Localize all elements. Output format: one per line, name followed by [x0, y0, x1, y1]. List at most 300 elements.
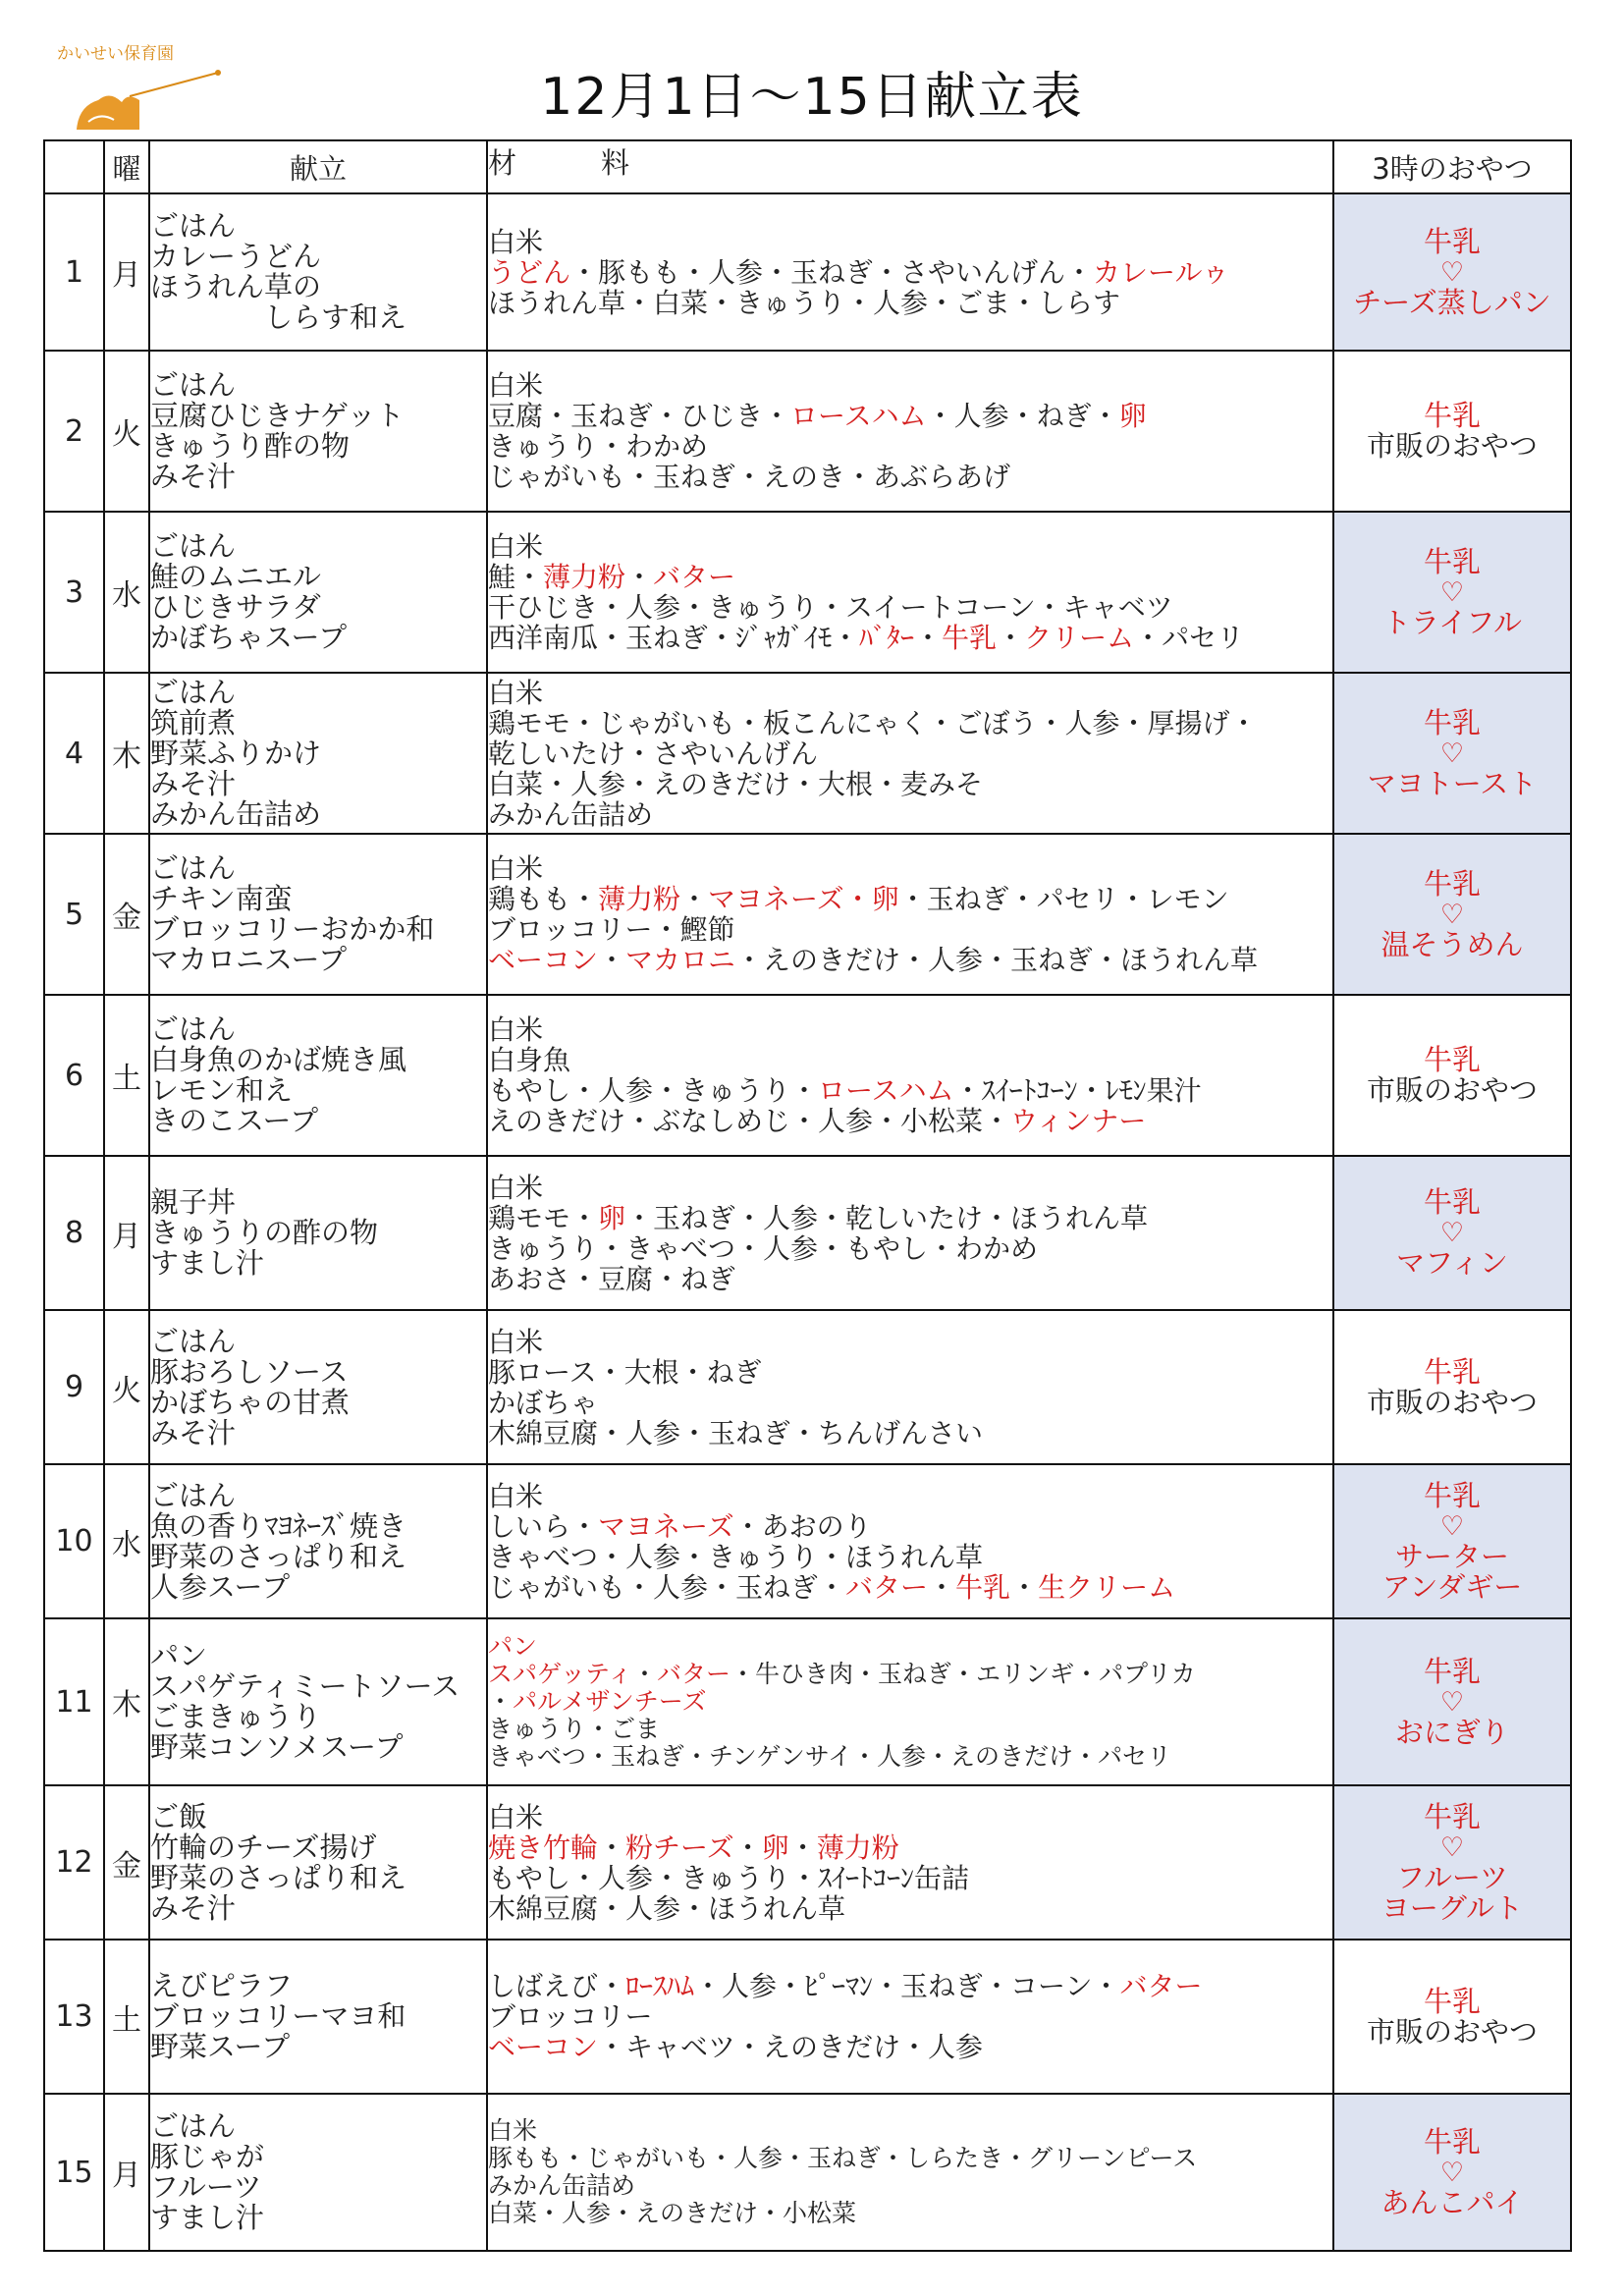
snack-cell — [1333, 1940, 1571, 2094]
dish-item: フルーツ — [150, 2170, 262, 2204]
dish-item: ごはん — [150, 2109, 237, 2143]
allergen-ingredient: バター — [845, 1570, 929, 1604]
dish-item: かぼちゃスープ — [150, 621, 348, 654]
snack-cell — [1333, 1785, 1571, 1940]
ingredient-text: 白米 — [488, 1013, 544, 1046]
ingredient-text: ブロッコリー・鰹節 — [488, 913, 735, 946]
materials-list — [487, 193, 1333, 351]
header-menu: 献立 — [149, 140, 487, 193]
allergen-ingredient: バター — [1119, 1970, 1203, 2002]
dish-item: 野菜コンソメスープ — [150, 1730, 404, 1764]
ingredient-text: 白米 — [488, 1171, 544, 1204]
ingredient-text: 白米 — [488, 1325, 544, 1358]
allergen-ingredient: 卵 — [1118, 400, 1147, 432]
snack-item: 牛乳 — [1423, 544, 1481, 578]
day-of-week: 金 — [104, 834, 149, 995]
dish-item: みそ汁 — [150, 1890, 237, 1925]
allergen-ingredient: ﾛｰｽﾊﾑ — [625, 1970, 695, 2002]
dish-item: みそ汁 — [150, 1415, 237, 1449]
ingredient-text: きゅうり・ごま — [488, 1715, 661, 1743]
materials-line — [488, 708, 1332, 738]
snack-item: 牛乳 — [1423, 1984, 1481, 2018]
heart-icon: ♡ — [1439, 899, 1465, 930]
materials-line — [488, 2117, 1332, 2145]
ingredient-text: みかん缶詰め — [488, 797, 654, 831]
dish-list — [149, 193, 487, 351]
dish-item: スパゲティミートソース — [150, 1669, 460, 1703]
materials-line — [488, 1264, 1332, 1294]
materials-line — [488, 1688, 1332, 1716]
day-number: 1 — [44, 193, 104, 351]
materials-line — [488, 1357, 1332, 1388]
dish-item: ごまきゅうり — [150, 1700, 322, 1733]
ingredient-text: 鶏モモ・じゃがいも・板こんにゃく・ごぼう・人参・厚揚げ・ — [488, 706, 1258, 739]
snack-cell — [1333, 2094, 1571, 2251]
materials-line — [488, 1203, 1332, 1233]
day-of-week: 水 — [104, 512, 149, 673]
allergen-ingredient: 薄力粉 — [543, 561, 626, 593]
materials-line — [488, 462, 1332, 492]
materials-line — [488, 1802, 1332, 1832]
dish-list — [149, 1785, 487, 1940]
dish-item: ご飯 — [150, 1799, 208, 1833]
materials-line — [488, 401, 1332, 431]
materials-line — [488, 1542, 1332, 1572]
ingredient-text: 木綿豆腐・人参・玉ねぎ・ちんげんさい — [488, 1416, 984, 1449]
day-of-week: 火 — [104, 351, 149, 512]
dish-list — [149, 2094, 487, 2251]
dish-item: 野菜ふりかけ — [150, 736, 322, 770]
materials-line — [488, 1971, 1332, 2001]
snack-item: 市販のおやつ — [1366, 1073, 1538, 1107]
day-number: 9 — [44, 1310, 104, 1464]
allergen-ingredient: マヨネーズ — [598, 1509, 734, 1543]
dish-item: きのこスープ — [150, 1104, 319, 1137]
dish-item: みそ汁 — [150, 460, 237, 493]
ingredient-text: ・ｽｲｰﾄｺｰﾝ・ﾚﾓﾝ果汁 — [953, 1074, 1202, 1107]
ingredient-text: ・ — [625, 561, 654, 593]
dish-item: マカロニスープ — [150, 943, 348, 976]
ingredient-text: ・ — [788, 1831, 817, 1864]
day-of-week: 金 — [104, 1785, 149, 1940]
materials-line — [488, 531, 1332, 562]
allergen-ingredient: 生クリーム — [1038, 1570, 1176, 1604]
allergen-ingredient: 卵 — [598, 1201, 626, 1234]
snack-item: 牛乳 — [1423, 2124, 1481, 2159]
menu-row — [44, 1785, 1571, 1940]
day-number: 11 — [44, 1618, 104, 1785]
heart-icon: ♡ — [1439, 256, 1465, 288]
allergen-ingredient: ベーコン — [488, 944, 599, 976]
materials-line — [488, 1661, 1332, 1688]
day-number: 5 — [44, 834, 104, 995]
dish-item: チキン南蛮 — [150, 882, 293, 915]
materials-line — [488, 738, 1332, 769]
materials-list — [487, 2094, 1333, 2251]
dish-item: 豚おろしソース — [150, 1354, 349, 1389]
ingredient-text: 鮭・ — [488, 561, 544, 593]
menu-body — [44, 193, 1571, 2251]
allergen-ingredient: 牛乳 — [942, 622, 998, 654]
header-day — [44, 140, 104, 193]
snack-item: 市販のおやつ — [1366, 1385, 1538, 1419]
dish-item: レモン和え — [150, 1073, 294, 1107]
snack-cell — [1333, 193, 1571, 351]
header-materials — [487, 140, 1333, 193]
menu-row — [44, 193, 1571, 351]
day-number: 12 — [44, 1785, 104, 1940]
ingredient-text: 乾しいたけ・さやいんげん — [488, 737, 819, 770]
dish-item: ごはん — [150, 1012, 237, 1046]
ingredient-text: ・キャベツ・えのきだけ・人参 — [598, 2031, 984, 2063]
snack-item: 市販のおやつ — [1366, 429, 1538, 463]
materials-line — [488, 1743, 1332, 1771]
header-row — [44, 140, 1571, 193]
ingredient-text: ほうれん草・白菜・きゅうり・人参・ごま・しらす — [488, 286, 1121, 319]
ingredient-text: ・玉ねぎ・パセリ・レモン — [898, 883, 1229, 915]
ingredient-text: ・ — [598, 1831, 626, 1864]
snack-item: 牛乳 — [1423, 1799, 1481, 1833]
dish-list — [149, 995, 487, 1156]
heart-icon: ♡ — [1439, 2157, 1465, 2188]
heart-icon: ♡ — [1439, 1510, 1465, 1542]
menu-row — [44, 2094, 1571, 2251]
menu-row — [44, 1464, 1571, 1618]
ingredient-text: じゃがいも・玉ねぎ・えのき・あぶらあげ — [488, 461, 1011, 493]
materials-line — [488, 1106, 1332, 1136]
day-number: 6 — [44, 995, 104, 1156]
materials-list — [487, 673, 1333, 834]
materials-line — [488, 2032, 1332, 2062]
allergen-ingredient: 卵 — [761, 1831, 789, 1864]
dish-item: 親子丼 — [150, 1185, 237, 1219]
menu-row — [44, 512, 1571, 673]
materials-line — [488, 1481, 1332, 1511]
allergen-ingredient: クリーム — [1024, 622, 1135, 654]
materials-line — [488, 623, 1332, 653]
logo-text: かいせい保育園 — [57, 44, 174, 64]
ingredient-text: 白米 — [488, 1800, 544, 1833]
dish-item: カレーうどん — [150, 240, 322, 273]
dish-list — [149, 1464, 487, 1618]
ingredient-text: かぼちゃ — [488, 1386, 599, 1419]
allergen-ingredient: 薄力粉 — [598, 883, 681, 915]
dish-item: 白身魚のかば焼き風 — [150, 1043, 407, 1076]
allergen-ingredient: カレールゥ — [1093, 255, 1229, 289]
snack-item: チーズ蒸しパン — [1353, 285, 1551, 319]
dish-list — [149, 351, 487, 512]
allergen-ingredient: スパゲッティ — [488, 1660, 633, 1688]
materials-line — [488, 769, 1332, 799]
dish-item: 人参スープ — [150, 1569, 291, 1604]
menu-row — [44, 673, 1571, 834]
dish-list — [149, 512, 487, 673]
snack-item: トライフル — [1381, 605, 1523, 639]
snack-cell — [1333, 512, 1571, 673]
dish-item: みかん缶詰め — [150, 796, 322, 831]
ingredient-text: しばえび・ — [488, 1970, 626, 2002]
snack-item: おにぎり — [1394, 1715, 1509, 1749]
ingredient-text: ・あおのり — [733, 1509, 872, 1543]
header-materials-1: 材 — [488, 146, 517, 180]
snack-item: 牛乳 — [1423, 1654, 1481, 1688]
ingredient-text: ブロッコリー — [488, 2000, 653, 2033]
ingredient-text: しいら・ — [488, 1509, 599, 1543]
snack-cell — [1333, 673, 1571, 834]
materials-list — [487, 834, 1333, 995]
header-snack: 3時のおやつ — [1333, 140, 1571, 193]
materials-line — [488, 1173, 1332, 1203]
dish-item: 筑前煮 — [150, 705, 237, 739]
ingredient-text: ・ — [598, 944, 626, 976]
menu-row — [44, 995, 1571, 1156]
materials-line — [488, 562, 1332, 592]
ingredient-text: ・ — [997, 622, 1025, 654]
ingredient-text: ・豚もも・人参・玉ねぎ・さやいんげん・ — [570, 255, 1094, 289]
snack-cell — [1333, 834, 1571, 995]
dish-item: きゅうりの酢の物 — [150, 1216, 379, 1249]
materials-line — [488, 1511, 1332, 1542]
heart-icon: ♡ — [1439, 1218, 1465, 1248]
dish-item: ごはん — [150, 368, 237, 402]
ingredient-text: もやし・人参・きゅうり・ｽｲｰﾄｺｰﾝ缶詰 — [488, 1861, 970, 1894]
ingredient-text: ・パセリ — [1134, 622, 1245, 654]
snack-item: 牛乳 — [1423, 1354, 1481, 1389]
dish-item: 鮭のムニエル — [150, 560, 322, 593]
ingredient-text: 豚ロース・大根・ねぎ — [488, 1355, 762, 1389]
snack-item: あんこパイ — [1380, 2185, 1524, 2219]
ingredient-text: 豆腐・玉ねぎ・ひじき・ — [488, 400, 791, 432]
menu-table — [43, 139, 1572, 2252]
dish-item: えびピラフ — [150, 1969, 294, 2002]
ingredient-text: ・ — [928, 1570, 956, 1604]
ingredient-text: 白米 — [488, 225, 544, 258]
materials-line — [488, 227, 1332, 257]
dish-item: ほうれん草の — [150, 270, 322, 303]
dish-list — [149, 834, 487, 995]
dish-item: 豚じゃが — [150, 2140, 265, 2173]
day-of-week: 月 — [104, 1156, 149, 1310]
dish-item: 魚の香りﾏﾖﾈｰｽﾞ焼き — [150, 1508, 407, 1543]
allergen-ingredient: 薄力粉 — [816, 1831, 899, 1864]
snack-cell — [1333, 1310, 1571, 1464]
dish-item: すまし汁 — [150, 1246, 265, 1280]
materials-line — [488, 1893, 1332, 1924]
ingredient-text: 白米 — [488, 676, 544, 709]
allergen-ingredient: ロースハム — [790, 400, 927, 432]
ingredient-text: ・牛ひき肉・玉ねぎ・エリンギ・パプリカ — [731, 1660, 1196, 1688]
dish-list — [149, 673, 487, 834]
dish-list — [149, 1310, 487, 1464]
ingredient-text: きゃべつ・人参・きゅうり・ほうれん草 — [488, 1540, 984, 1573]
ingredient-text: 白菜・人参・えのきだけ・大根・麦みそ — [488, 767, 984, 800]
ingredient-text: ・ — [1010, 1570, 1039, 1604]
snack-item: 牛乳 — [1423, 1185, 1481, 1219]
materials-list — [487, 995, 1333, 1156]
materials-list — [487, 512, 1333, 673]
materials-line — [488, 2145, 1332, 2172]
allergen-ingredient: ウィンナー — [1010, 1105, 1147, 1137]
materials-line — [488, 1832, 1332, 1863]
allergen-ingredient: 焼き竹輪 — [488, 1831, 599, 1864]
materials-line — [488, 678, 1332, 708]
ingredient-text: きゅうり・わかめ — [488, 430, 709, 463]
snack-item: 牛乳 — [1423, 1478, 1481, 1512]
day-number: 10 — [44, 1464, 104, 1618]
snack-item: 牛乳 — [1423, 1043, 1481, 1076]
allergen-ingredient: ベーコン — [488, 2031, 599, 2063]
allergen-ingredient: バター — [657, 1660, 731, 1688]
materials-line — [488, 288, 1332, 318]
dish-item: しらす和え — [264, 301, 407, 334]
allergen-ingredient: 牛乳 — [955, 1570, 1011, 1604]
snack-item: マフィン — [1396, 1246, 1508, 1280]
ingredient-text: もやし・人参・きゅうり・ — [488, 1074, 819, 1107]
ingredient-text: ・えのきだけ・人参・玉ねぎ・ほうれん草 — [735, 944, 1259, 976]
allergen-ingredient: 粉チーズ — [625, 1831, 734, 1864]
dish-item: パン — [150, 1639, 208, 1672]
materials-list — [487, 1785, 1333, 1940]
day-number: 4 — [44, 673, 104, 834]
day-of-week: 土 — [104, 1940, 149, 2094]
menu-row — [44, 1310, 1571, 1464]
snack-item: 牛乳 — [1423, 224, 1481, 258]
snack-cell — [1333, 351, 1571, 512]
snack-item: アンダギー — [1381, 1569, 1523, 1604]
materials-line — [488, 1233, 1332, 1264]
materials-line — [488, 799, 1332, 830]
ingredient-text: 鶏モモ・ — [488, 1201, 599, 1234]
ingredient-text: あおさ・豆腐・ねぎ — [488, 1262, 736, 1295]
heart-icon: ♡ — [1439, 576, 1465, 608]
allergen-ingredient: ロースハム — [818, 1074, 954, 1107]
menu-row — [44, 1940, 1571, 2094]
page-title: 12月1日～15日献立表 — [540, 68, 1084, 127]
dish-item: ごはん — [150, 209, 237, 243]
snack-item: 牛乳 — [1423, 705, 1481, 739]
day-of-week: 月 — [104, 193, 149, 351]
snack-cell — [1333, 1156, 1571, 1310]
dish-list — [149, 1156, 487, 1310]
dish-item: 野菜のさっぱり和え — [150, 1860, 407, 1894]
heart-icon: ♡ — [1439, 738, 1465, 769]
snack-item: サーター — [1394, 1539, 1509, 1573]
dish-list — [149, 1940, 487, 2094]
materials-line — [488, 257, 1332, 288]
ingredient-text: 干ひじき・人参・きゅうり・スイートコーン・キャベツ — [488, 591, 1173, 624]
day-number: 8 — [44, 1156, 104, 1310]
ingredient-text: きゃべつ・玉ねぎ・チンゲンサイ・人参・えのきだけ・パセリ — [488, 1742, 1172, 1771]
allergen-ingredient: マカロニ — [625, 944, 736, 976]
allergen-ingredient: ﾊﾞﾀｰ — [859, 622, 915, 654]
dish-item: かぼちゃの甘煮 — [150, 1385, 351, 1419]
materials-line — [488, 2172, 1332, 2200]
materials-line — [488, 370, 1332, 401]
ingredient-text: ・人参・ﾋﾟｰﾏﾝ・玉ねぎ・コーン・ — [694, 1970, 1120, 2002]
ingredient-text: 白米 — [488, 369, 544, 402]
header-materials-2: 料 — [601, 146, 630, 180]
dish-item: 野菜スープ — [150, 2030, 291, 2063]
snack-item: フルーツ — [1396, 1860, 1508, 1894]
materials-line — [488, 431, 1332, 462]
snack-item: 牛乳 — [1423, 866, 1481, 901]
day-number: 13 — [44, 1940, 104, 2094]
dish-item: ごはん — [150, 529, 237, 563]
dish-item: 野菜のさっぱり和え — [150, 1539, 407, 1573]
ingredient-text: 白米 — [488, 1479, 544, 1512]
menu-row — [44, 1156, 1571, 1310]
day-of-week: 土 — [104, 995, 149, 1156]
materials-line — [488, 1327, 1332, 1357]
ingredient-text: 豚もも・じゃがいも・人参・玉ねぎ・しらたき・グリーンピース — [488, 2144, 1198, 2172]
materials-line — [488, 1388, 1332, 1418]
ingredient-text: ・ — [680, 883, 709, 915]
materials-line — [488, 1863, 1332, 1893]
allergen-ingredient: うどん — [488, 255, 571, 289]
snack-item: マヨトースト — [1367, 766, 1538, 800]
heart-icon: ♡ — [1439, 1831, 1465, 1863]
materials-list — [487, 1618, 1333, 1785]
day-number: 2 — [44, 351, 104, 512]
materials-line — [488, 1045, 1332, 1075]
materials-line — [488, 592, 1332, 623]
allergen-ingredient: パン — [488, 1632, 538, 1661]
dish-item: みそ汁 — [150, 766, 237, 800]
allergen-ingredient: バター — [653, 561, 736, 593]
menu-row — [44, 834, 1571, 995]
day-of-week: 火 — [104, 1310, 149, 1464]
menu-row — [44, 351, 1571, 512]
snack-item: ヨーグルト — [1380, 1890, 1524, 1925]
menu-row — [44, 1618, 1571, 1785]
materials-line — [488, 1633, 1332, 1661]
ingredient-text: 白米 — [488, 852, 544, 885]
snack-cell — [1333, 1464, 1571, 1618]
materials-line — [488, 1572, 1332, 1603]
day-of-week: 月 — [104, 2094, 149, 2251]
materials-list — [487, 1464, 1333, 1618]
ingredient-text: 白菜・人参・えのきだけ・小松菜 — [488, 2199, 857, 2227]
materials-line — [488, 2200, 1332, 2227]
dish-item: ごはん — [150, 675, 237, 709]
ingredient-text: ・ — [488, 1687, 514, 1716]
dish-item: ブロッコリーおかか和 — [150, 912, 435, 946]
dish-item: ブロッコリーマヨ和 — [150, 1999, 406, 2033]
ingredient-text: 白米 — [488, 530, 544, 563]
materials-line — [488, 884, 1332, 914]
day-of-week: 水 — [104, 1464, 149, 1618]
header-dow: 曜 — [104, 140, 149, 193]
materials-line — [488, 1014, 1332, 1045]
ingredient-text: 鶏もも・ — [488, 883, 599, 915]
materials-line — [488, 1418, 1332, 1449]
dish-item: 竹輪のチーズ揚げ — [150, 1830, 377, 1864]
dish-item: 豆腐ひじきナゲット — [150, 399, 405, 432]
materials-line — [488, 914, 1332, 945]
heart-icon: ♡ — [1439, 1686, 1465, 1718]
dish-item: ごはん — [150, 1324, 237, 1358]
ingredient-text: みかん缶詰め — [488, 2171, 636, 2200]
ingredient-text: ・玉ねぎ・人参・乾しいたけ・ほうれん草 — [625, 1201, 1149, 1234]
ingredient-text: えのきだけ・ぶなしめじ・人参・小松菜・ — [488, 1105, 1011, 1137]
materials-line — [488, 853, 1332, 884]
materials-list — [487, 1156, 1333, 1310]
ingredient-text: 木綿豆腐・人参・ほうれん草 — [488, 1891, 846, 1925]
snack-cell — [1333, 995, 1571, 1156]
day-of-week: 木 — [104, 673, 149, 834]
dish-item: ごはん — [150, 851, 237, 885]
allergen-ingredient: マヨネーズ・卵 — [708, 883, 899, 915]
